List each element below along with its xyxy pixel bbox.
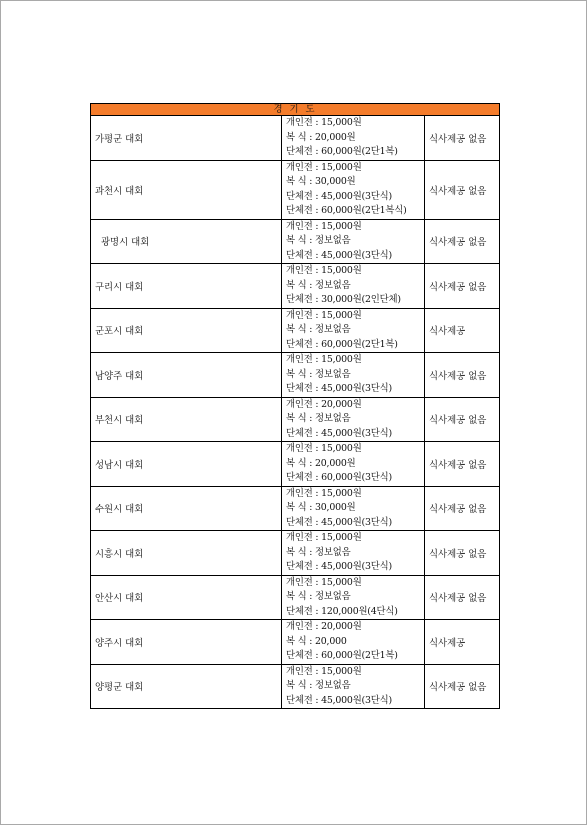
- fee-line: 복 식 : 정보없음: [286, 368, 351, 380]
- entry-fee-cell: [282, 353, 425, 398]
- fee-line: 단체전 : 60,000원(2단1복): [286, 146, 398, 157]
- entry-fee-cell: [282, 442, 425, 487]
- table-row: [91, 531, 500, 576]
- fee-line: 단체전 : 60,000원(2단1복): [286, 650, 398, 661]
- fee-line: 복 식 : 정보없음: [286, 324, 351, 335]
- fee-line: 단체전 : 45,000원(3단식): [286, 561, 392, 572]
- fee-line: 단체전 : 60,000원(2단1복식): [286, 205, 407, 216]
- event-name-cell: 가평군 대회: [91, 116, 282, 161]
- table-row: [91, 353, 500, 398]
- entry-fee-cell: [282, 160, 425, 219]
- fee-line: 개인전 : 15,000원: [286, 354, 362, 365]
- fee-line: 복 식 : 30,000원: [286, 502, 356, 513]
- fee-line: 개인전 : 20,000원: [286, 398, 362, 410]
- fee-line: 복 식 : 정보없음: [286, 279, 351, 291]
- fee-line: 복 식 : 20,000원: [286, 457, 356, 469]
- event-name-cell: 수원시 대회: [91, 486, 282, 531]
- meal-info-cell: 식사제공 없음: [425, 160, 500, 219]
- fee-line: 복 식 : 30,000원: [286, 176, 356, 187]
- meal-info-cell: 식사제공 없음: [425, 219, 500, 264]
- table-row: [91, 264, 500, 309]
- entry-fee-cell: [282, 264, 425, 309]
- table-row: [91, 219, 500, 264]
- fee-line: 복 식 : 정보없음: [286, 680, 351, 691]
- meal-info-cell: 식사제공 없음: [425, 575, 500, 620]
- fee-line: 단체전 : 60,000원(3단식): [286, 472, 392, 483]
- meal-info-cell: 식사제공 없음: [425, 531, 500, 576]
- entry-fee-cell: [282, 308, 425, 353]
- region-header-row: [91, 104, 500, 116]
- table-row: [91, 620, 500, 665]
- fee-line: 개인전 : 15,000원: [286, 665, 362, 677]
- fee-line: 단체전 : 45,000원(3단식): [286, 427, 392, 439]
- event-name-cell: 성남시 대회: [91, 442, 282, 487]
- region-title: 경 기 도: [91, 104, 500, 116]
- table-row: [91, 160, 500, 219]
- fee-line: 단체전 : 45,000원(3단식): [286, 383, 392, 394]
- event-name-cell: 군포시 대회: [91, 308, 282, 353]
- fee-line: 단체전 : 45,000원(3단식): [286, 249, 392, 261]
- fee-line: 개인전 : 15,000원: [286, 309, 362, 321]
- entry-fee-cell: [282, 397, 425, 442]
- meal-info-cell: 식사제공 없음: [425, 397, 500, 442]
- meal-info-cell: 식사제공 없음: [425, 353, 500, 398]
- fee-line: 단체전 : 45,000원(3단식): [286, 516, 392, 528]
- event-name-cell: 남양주 대회: [91, 353, 282, 398]
- table-row: [91, 442, 500, 487]
- meal-info-cell: 식사제공 없음: [425, 264, 500, 309]
- event-name-cell: 양주시 대회: [91, 620, 282, 665]
- entry-fee-cell: [282, 575, 425, 620]
- meal-info-cell: 식사제공 없음: [425, 486, 500, 531]
- entry-fee-table: [90, 103, 500, 709]
- entry-fee-cell: [282, 620, 425, 665]
- fee-line: 복 식 : 정보없음: [286, 413, 351, 424]
- event-name-cell: 양평군 대회: [91, 664, 282, 709]
- fee-line: 개인전 : 15,000원: [286, 576, 362, 588]
- meal-info-cell: 식사제공 없음: [425, 116, 500, 161]
- meal-info-cell: 식사제공: [425, 620, 500, 665]
- table-row: [91, 397, 500, 442]
- fee-line: 복 식 : 20,000원: [286, 131, 356, 143]
- entry-fee-cell: [282, 116, 425, 161]
- table-row: [91, 664, 500, 709]
- fee-line: 개인전 : 15,000원: [286, 117, 362, 128]
- fee-line: 단체전 : 30,000원(2인단체): [286, 294, 401, 305]
- fee-line: 단체전 : 45,000원(3단식): [286, 190, 392, 202]
- fee-line: 개인전 : 15,000원: [286, 265, 362, 276]
- fee-line: 단체전 : 45,000원(3단식): [286, 694, 392, 706]
- fee-line: 복 식 : 정보없음: [286, 235, 351, 246]
- event-name-cell: 구리시 대회: [91, 264, 282, 309]
- entry-fee-cell: [282, 219, 425, 264]
- meal-info-cell: 식사제공: [425, 308, 500, 353]
- fee-line: 복 식 : 정보없음: [286, 546, 351, 558]
- event-name-cell: 과천시 대회: [91, 160, 282, 219]
- fee-line: 개인전 : 15,000원: [286, 532, 362, 543]
- table-row: [91, 575, 500, 620]
- table-row: [91, 116, 500, 161]
- entry-fee-cell: [282, 531, 425, 576]
- fee-line: 개인전 : 15,000원: [286, 443, 362, 454]
- table-row: [91, 486, 500, 531]
- entry-fee-cell: [282, 664, 425, 709]
- fee-line: 개인전 : 15,000원: [286, 487, 362, 499]
- meal-info-cell: 식사제공 없음: [425, 664, 500, 709]
- entry-fee-cell: [282, 486, 425, 531]
- fee-line: 복 식 : 20,000: [286, 635, 347, 647]
- fee-line: 개인전 : 15,000원: [286, 220, 362, 232]
- event-name-cell: 광명시 대회: [91, 219, 282, 264]
- fee-line: 단체전 : 60,000원(2단1복): [286, 338, 398, 350]
- fee-line: 개인전 : 15,000원: [286, 161, 362, 173]
- table-row: [91, 308, 500, 353]
- fee-line: 개인전 : 20,000원: [286, 621, 362, 632]
- event-name-cell: 시흥시 대회: [91, 531, 282, 576]
- event-name-cell: 부천시 대회: [91, 397, 282, 442]
- meal-info-cell: 식사제공 없음: [425, 442, 500, 487]
- fee-line: 단체전 : 120,000원(4단식): [286, 605, 398, 617]
- fee-line: 복 식 : 정보없음: [286, 591, 351, 602]
- event-name-cell: 안산시 대회: [91, 575, 282, 620]
